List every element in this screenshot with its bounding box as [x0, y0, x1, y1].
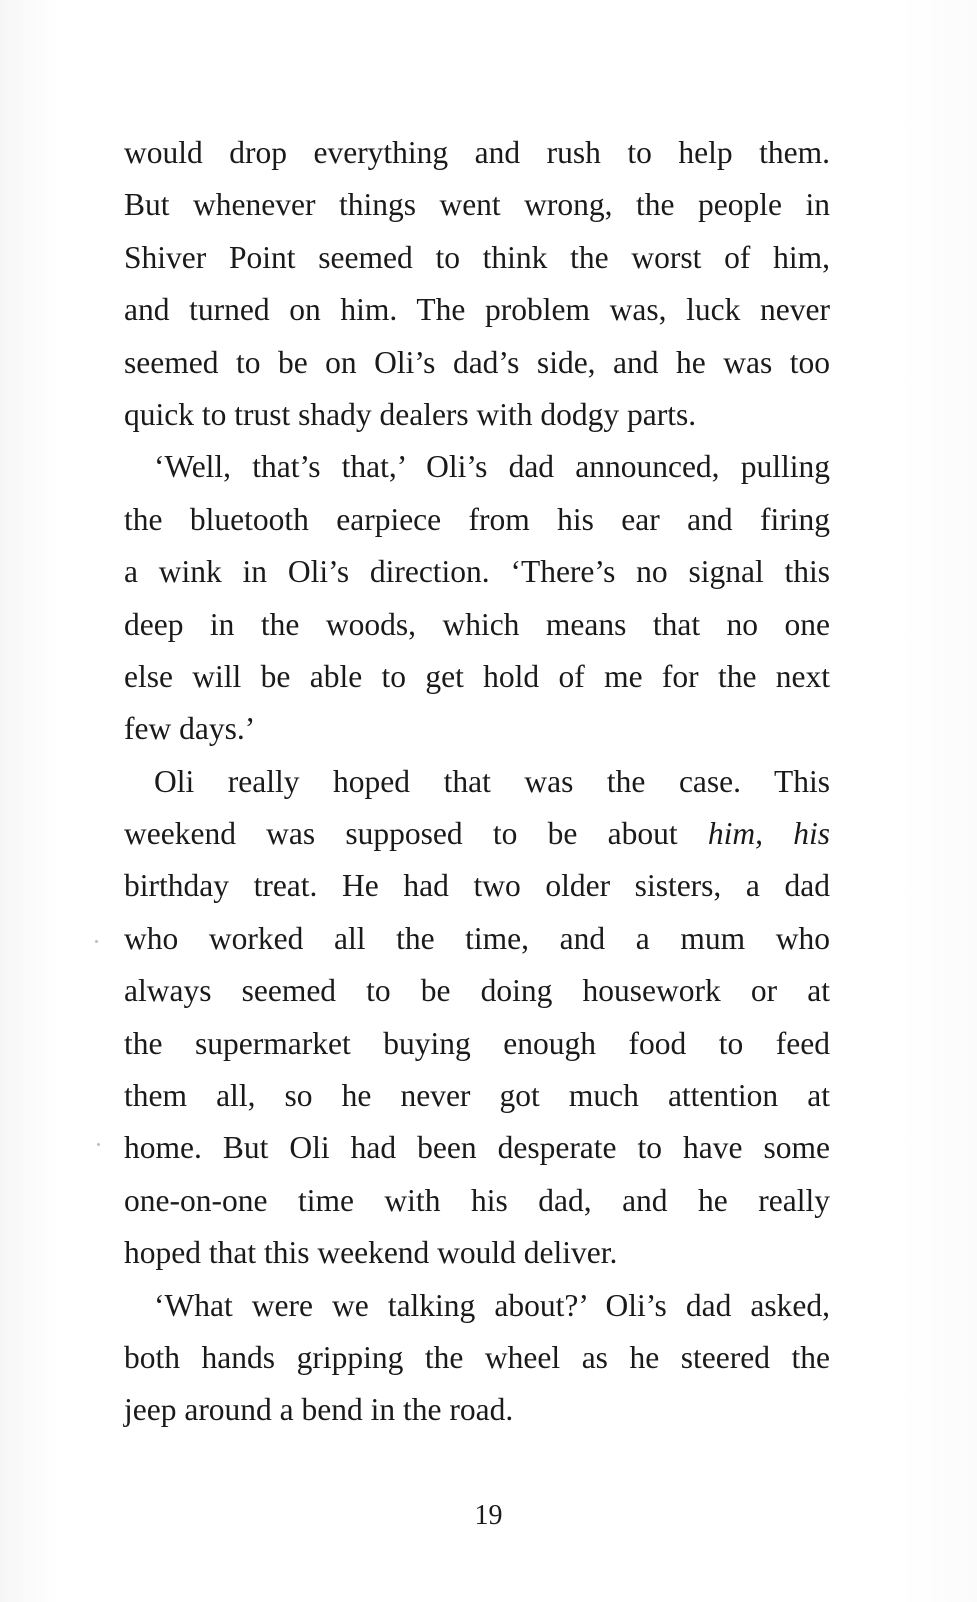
text-line: a wink in Oli’s direction. ‘There’s no signal this — [124, 554, 830, 590]
text-line: both hands gripping the wheel as he steered the — [124, 1339, 830, 1375]
body-text — [124, 127, 830, 1437]
text-line: ‘What were we talking about?’ Oli’s dad asked, — [154, 1287, 830, 1323]
text-line: always seemed to be doing housework or at — [124, 973, 830, 1009]
text-line: But whenever things went wrong, the people in — [124, 187, 830, 223]
text-line: who worked all the time, and a mum who — [124, 920, 830, 956]
text-line: Shiver Point seemed to think the worst of him, — [124, 239, 830, 275]
text-line: birthday treat. He had two older sisters, a dad — [124, 868, 830, 904]
text-line: hoped that this weekend would deliver. — [124, 1235, 618, 1271]
page-number: 19 — [474, 1500, 503, 1531]
text-line: quick to trust shady dealers with dodgy parts. — [124, 396, 697, 432]
text-run: weekend was supposed to be about — [124, 816, 708, 852]
text-line: jeep around a bend in the road. — [124, 1392, 514, 1428]
text-line: and turned on him. The problem was, luck never — [124, 292, 830, 328]
text-line: them all, so he never got much attention at — [124, 1078, 830, 1114]
emphasis-text: him, — [707, 816, 763, 852]
paragraph — [124, 756, 830, 1280]
text-line: the bluetooth earpiece from his ear and firing — [124, 501, 830, 537]
text-line — [124, 808, 830, 860]
paragraph — [124, 441, 830, 755]
text-line: the supermarket buying enough food to feed — [124, 1025, 830, 1061]
scan-speck — [95, 940, 98, 943]
paragraph — [124, 127, 830, 441]
scan-speck — [97, 1143, 100, 1146]
text-line: would drop everything and rush to help them. — [124, 135, 830, 170]
text-line: few days.’ — [124, 711, 256, 747]
text-line: seemed to be on Oli’s dad’s side, and he was too — [124, 344, 830, 380]
text-line: Oli really hoped that was the case. This — [154, 763, 830, 799]
text-run — [763, 816, 793, 851]
paragraph — [124, 1280, 830, 1437]
text-line: ‘Well, that’s that,’ Oli’s dad announced, pulling — [154, 449, 830, 485]
emphasis-text: his — [793, 816, 830, 852]
text-line: else will be able to get hold of me for the next — [124, 658, 830, 694]
text-line: home. But Oli had been desperate to have some — [124, 1130, 830, 1166]
text-line: one-on-one time with his dad, and he really — [124, 1182, 830, 1218]
text-line: deep in the woods, which means that no one — [124, 606, 830, 642]
